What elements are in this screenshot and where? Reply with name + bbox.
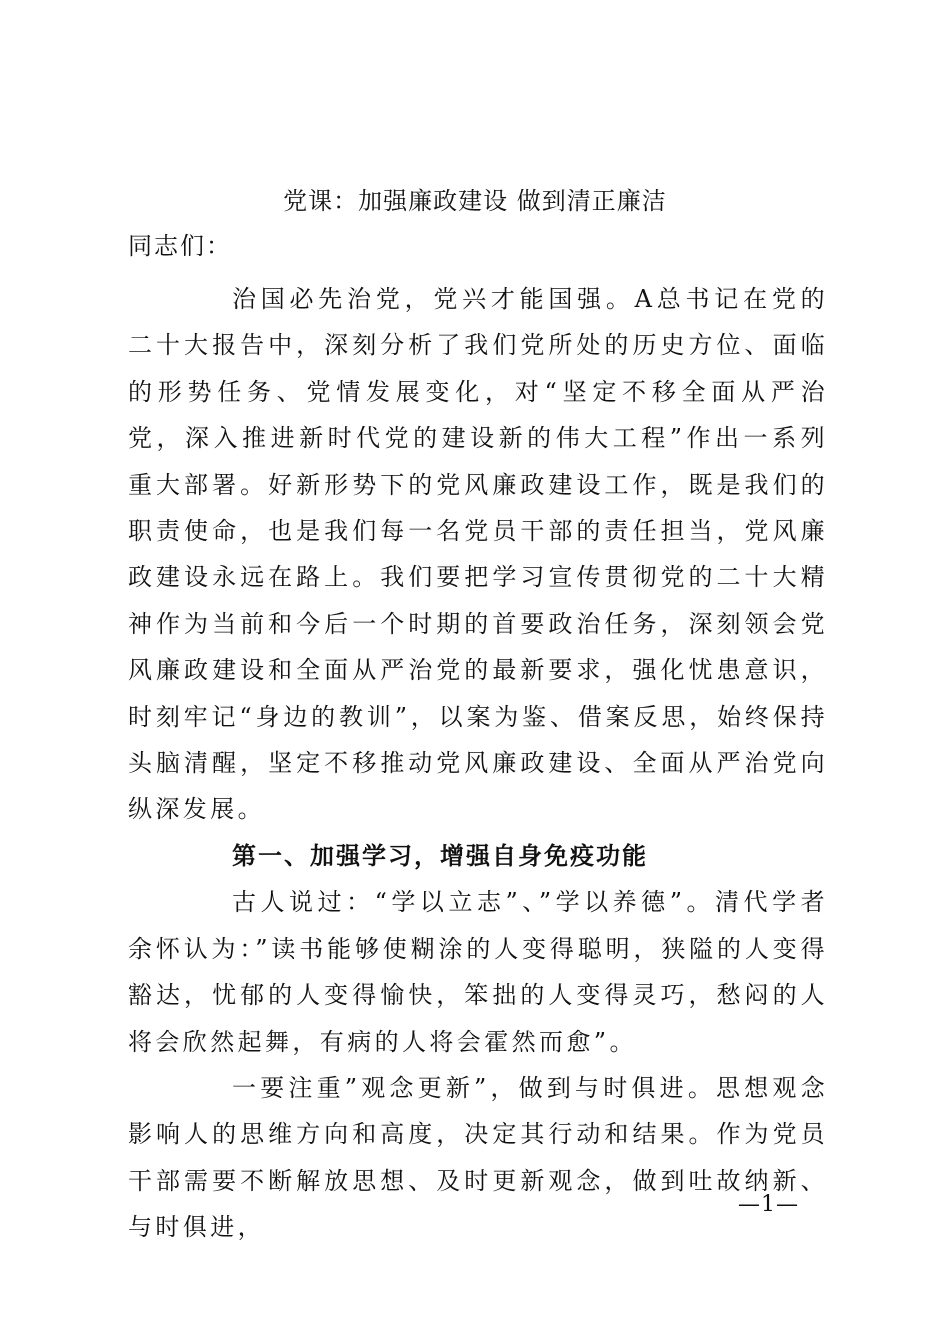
section-heading: 第一、加强学习，增强自身免疫功能	[232, 841, 648, 870]
body-paragraph: 一要注重”观念更新”，做到与时俱进。思想观念影响人的思维方向和高度，决定其行动和结果。作为党员干部需要不断解放思想、及时更新观念，做到吐故纳新、与时俱进，	[128, 1073, 828, 1242]
page-title: 党课：加强廉政建设 做到清正廉洁	[283, 187, 667, 215]
body-paragraph: 治国必先治党，党兴才能国强。A总书记在党的二十大报告中，深刻分析了我们党所处的历史方位、面临的形势任务、党情发展变化，对“坚定不移全面从严治党，深入推进新时代党的建设新的伟大工程”作出一系列重大部署。好新形势下的党风廉政建设工作，既是我们的职责使命，也是我们每一名党员干部的责任担当，党风廉政建设永远在路上。我们要把学习宣传贯彻党的二十大精神作为当前和今后一个时期的首要政治任务，深刻领会党风廉政建设和全面从严治党的最新要求，强化忧患意识，时刻牢记“身边的教训”，以案为鉴、借案反思，始终保持头脑清醒，坚定不移推动党风廉政建设、全面从严治党向纵深发展。	[128, 285, 828, 824]
page-number: —1—	[738, 1192, 799, 1217]
salutation: 同志们：	[128, 232, 232, 260]
document-body	[128, 276, 828, 1251]
body-paragraph: 古人说过：“学以立志”、”学以养德”。清代学者余怀认为：”读书能够使糊涂的人变得聪明，狭隘的人变得豁达，忧郁的人变得愉快，笨拙的人变得灵巧，愁闷的人将会欣然起舞，有病的人将会霍然而愈”。	[128, 888, 828, 1056]
